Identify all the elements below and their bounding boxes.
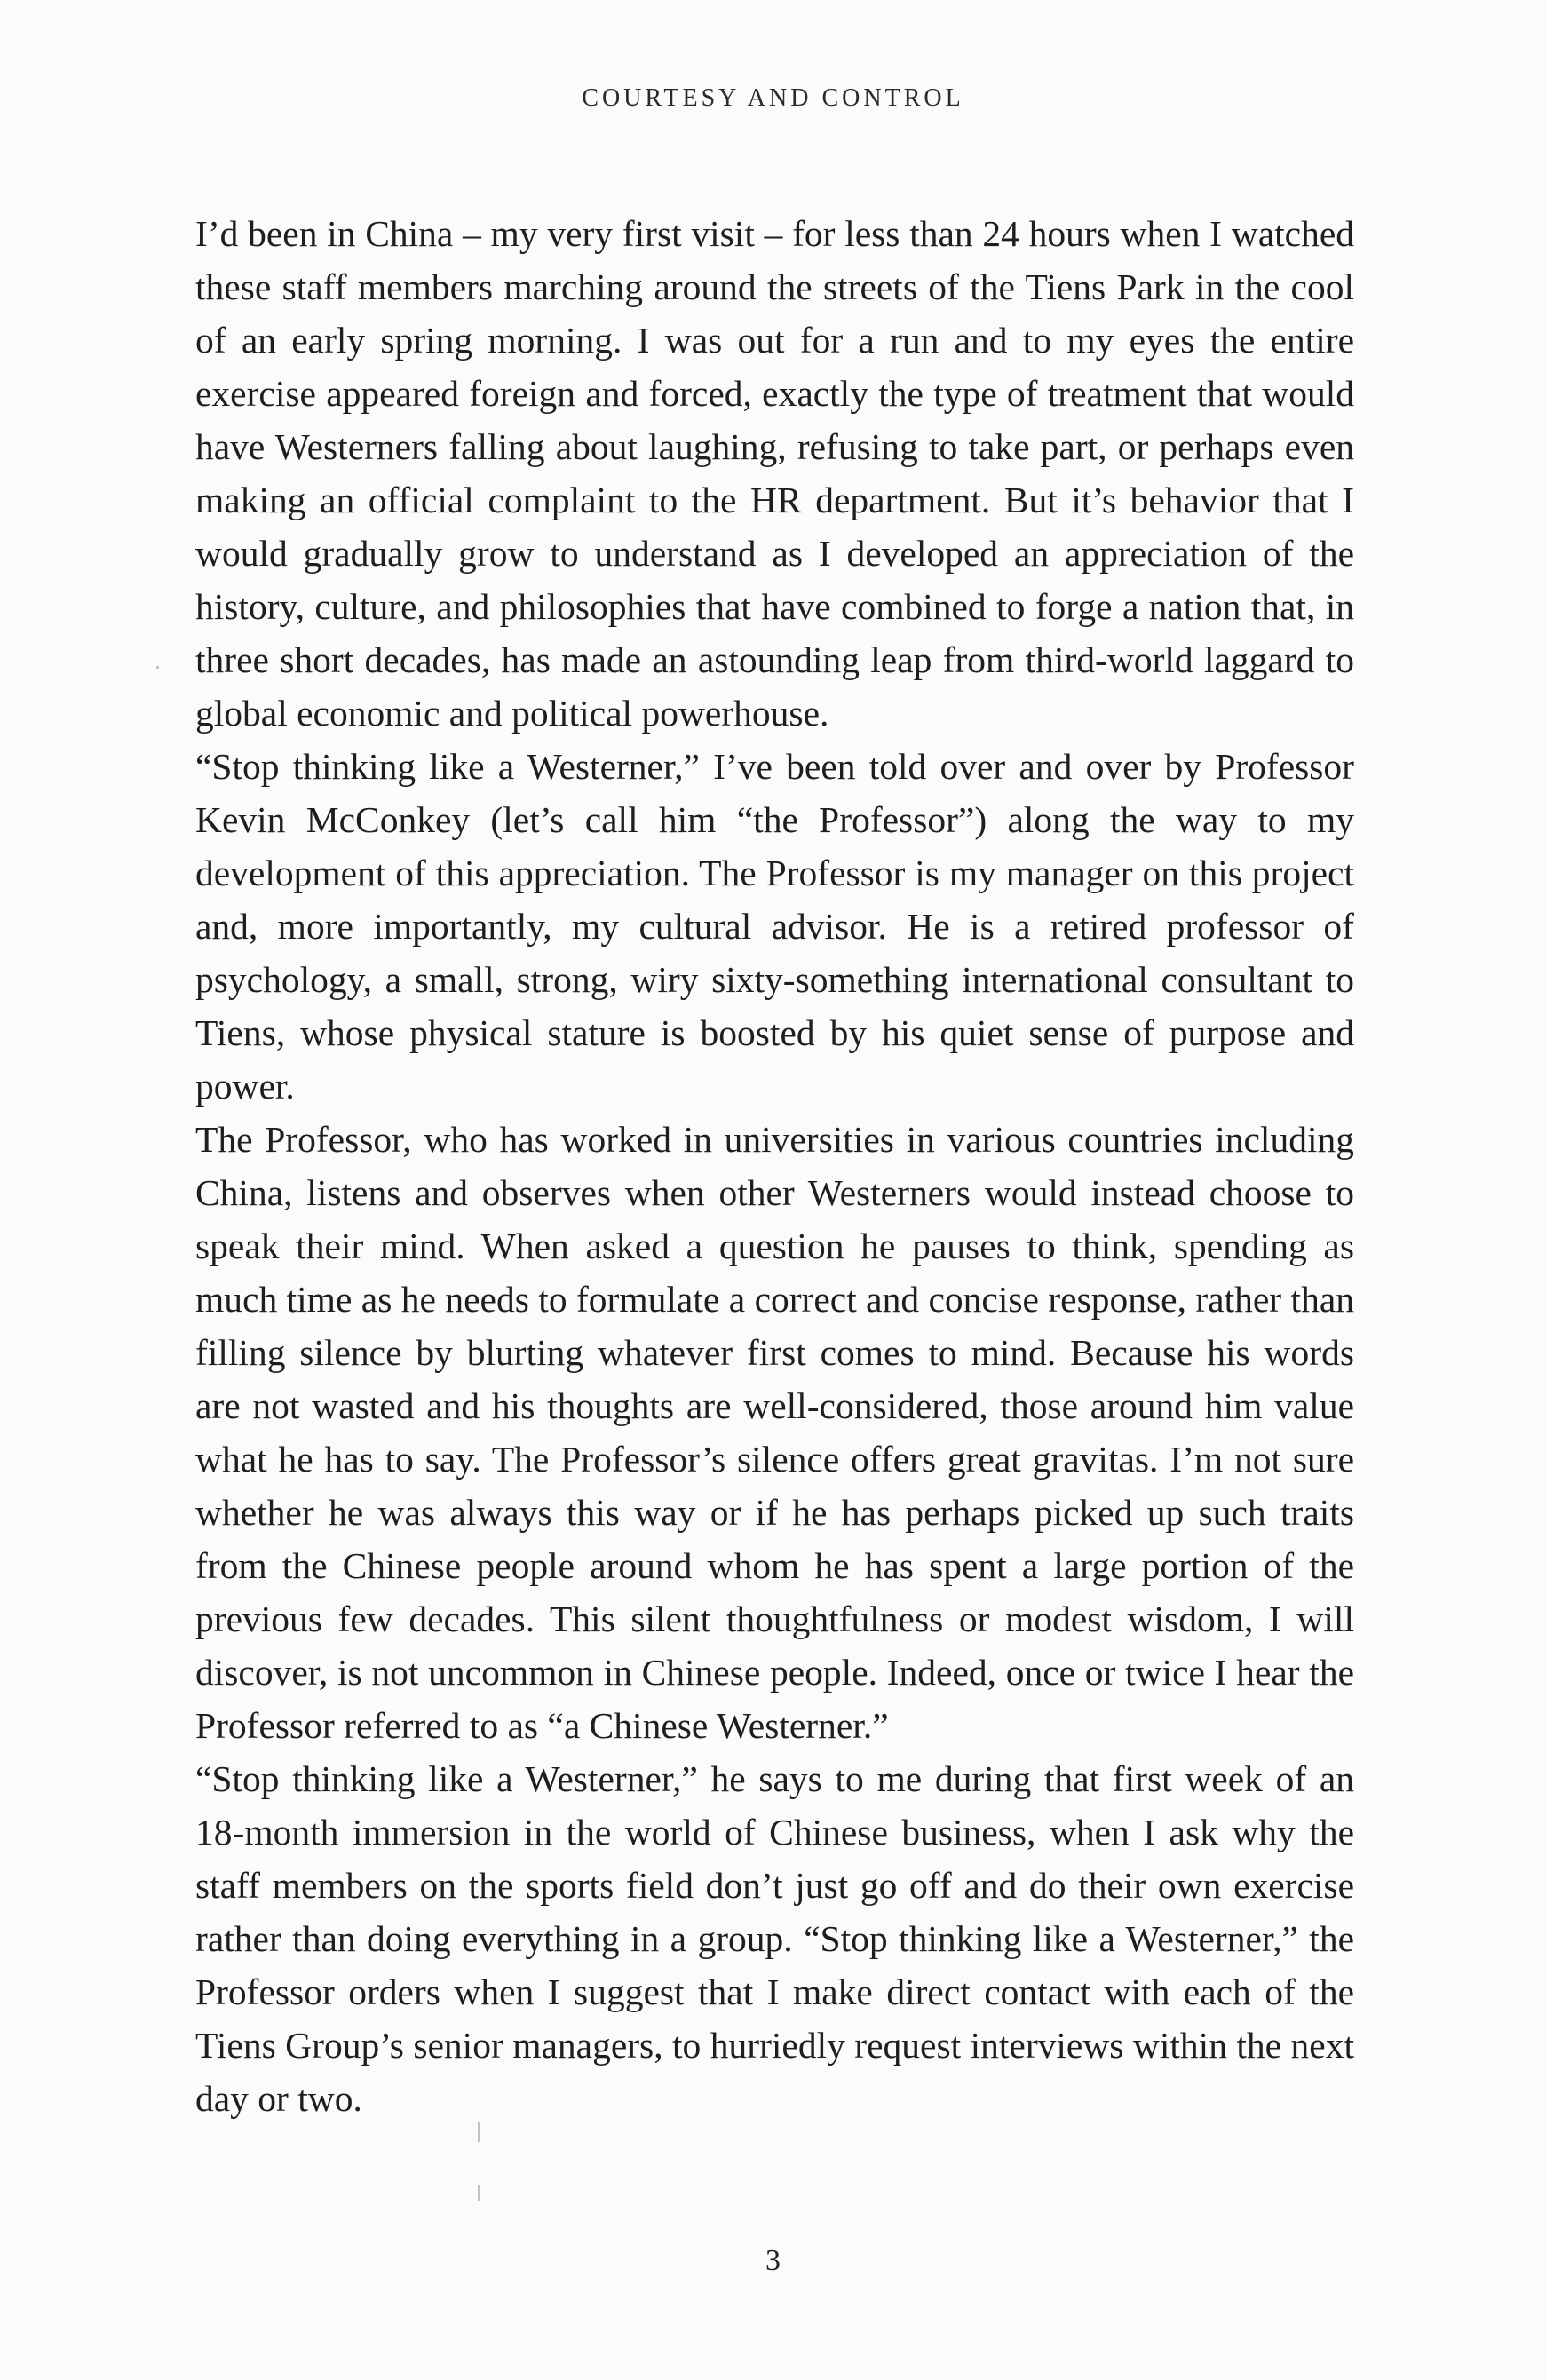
paragraph-2: “Stop thinking like a Westerner,” I’ve been told over and over by Professor Kevin McConkey (let’s call him “the Professor”) along the way to my development of this appreciation. The Professor is my manager on this project and, more importantly, my cultural advisor. He is a retired professor of psychology, a small, strong, wiry sixty-something international consultant to Tiens, whose physical stature is boosted by his quiet sense of purpose and power. <box>195 746 1354 1107</box>
scan-speck <box>478 2185 480 2201</box>
page-number: 3 <box>765 2244 781 2277</box>
running-head: COURTESY AND CONTROL <box>582 84 964 112</box>
paragraph-4: “Stop thinking like a Westerner,” he says to me during that first week of an 18-month immersion in the world of Chinese business, when I ask why the staff members on the sports field don’t just go off and do their own exercise rather than doing everything in a group. “Stop thinking like a Westerner,” the Professor orders when I suggest that I make direct contact with each of the Tiens Group’s senior managers, to hurriedly request interviews within the next day or two. <box>195 1758 1354 2119</box>
paragraph-1: I’d been in China – my very first visit – for less than 24 hours when I watched these staff members marching around the streets of the Tiens Park in the cool of an early spring morning. I was out for a run and to my eyes the entire exercise appeared foreign and forced, exactly the type of treatment that would have Westerners falling about laughing, refusing to take part, or perhaps even making an official complaint to the HR department. But it’s behavior that I would gradually grow to understand as I developed an appreciation of the history, culture, and philosophies that have combined to forge a nation that, in three short decades, has made an astounding leap from third-world laggard to global economic and political powerhouse. <box>195 213 1354 734</box>
scan-speck <box>478 2122 480 2142</box>
paragraph-3: The Professor, who has worked in universities in various countries including China, listens and observes when other Westerners would instead choose to speak their mind. When asked a question he pauses to think, spending as much time as he needs to formulate a correct and concise response, rather than filling silence by blurting whatever first comes to mind. Because his words are not wasted and his thoughts are well-considered, those around him value what he has to say. The Professor’s silence offers great gravitas. I’m not sure whether he was always this way or if he has perhaps picked up such traits from the Chinese people around whom he has spent a large portion of the previous few decades. This silent thoughtfulness or modest wisdom, I will discover, is not uncommon in Chinese people. Indeed, once or twice I hear the Professor referred to as “a Chinese Westerner.” <box>195 1119 1354 1746</box>
scan-speck <box>156 666 159 669</box>
body-text <box>195 207 1354 2125</box>
